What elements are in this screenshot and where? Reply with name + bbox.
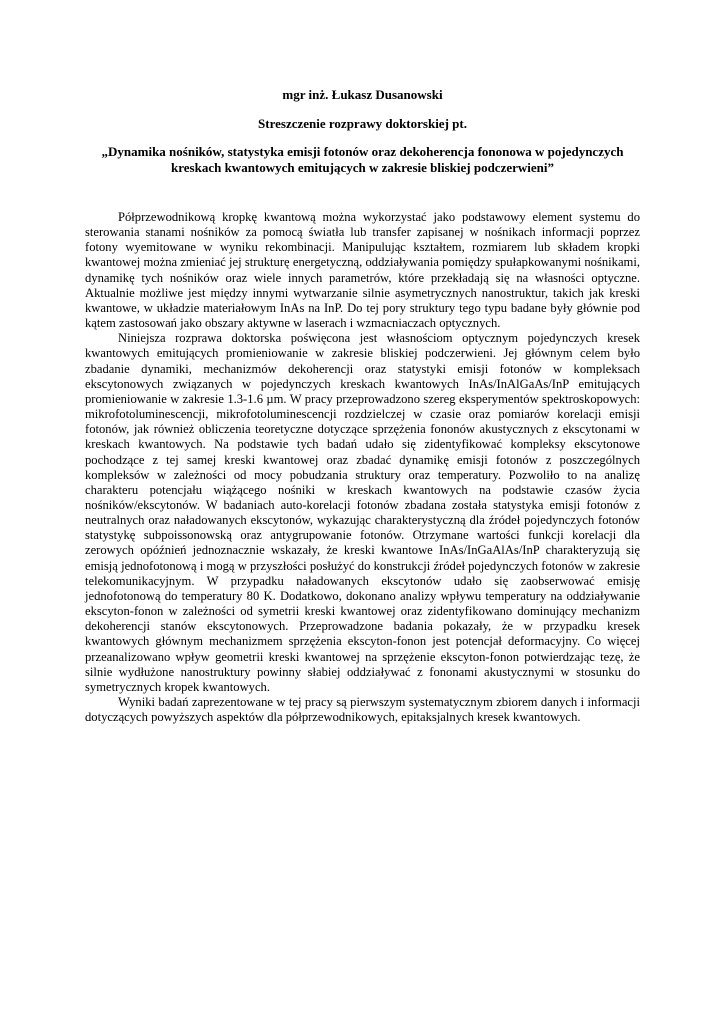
paragraph-1: Półprzewodnikową kropkę kwantową można wykorzystać jako podstawowy element systemu do sterowania stanami nośników za pomocą światła lub transfer zapisanej w nośnikach informacji poprzez fotony wyemitowane w wyniku rekombinacji. Manipulując kształtem, rozmiarem lub składem kropki kwantowej można zmieniać jej strukturę energetyczną, oddziaływania pomiędzy spułapkowanymi nośnikami, dynamikę tych nośników oraz wiele innych parametrów, które przekładają się na własności optyczne. Aktualnie możliwe jest między innymi wytwarzanie silnie asymetrycznych nanostruktur, takich jak kreski kwantowe, w układzie materiałowym InAs na InP. Do tej pory struktury tego typu badane były głównie pod kątem zastosowań jako obszary aktywne w laserach i wzmacniaczach optycznych. <box>85 210 640 331</box>
paragraph-3: Wyniki badań zaprezentowane w tej pracy są pierwszym systematycznym zbiorem danych i informacji dotyczących powyższych aspektów dla półprzewodnikowych, epitaksjalnych kresek kwantowych. <box>85 695 640 725</box>
paragraph-2: Niniejsza rozprawa doktorska poświęcona jest własnościom optycznym pojedynczych kresek kwantowych emitujących promieniowanie w zakresie bliskiej podczerwieni. Jej głównym celem było zbadanie dynamiki, mechanizmów dekoherencji oraz statystyki emisji fotonów w kompleksach ekscytonowych związanych w pojedynczych kreskach kwantowych InAs/InAlGaAs/InP emitujących promieniowanie w zakresie 1.3-1.6 µm. W pracy przeprowadzono szereg eksperymentów spektroskopowych: mikrofotoluminescencji, mikrofotoluminescencji rozdzielczej w czasie oraz pomiarów korelacji emisji fotonów, jak również obliczenia teoretyczne dotyczące sprzężenia fononów akustycznych z ekscytonami w kreskach kwantowych. Na podstawie tych badań udało się zidentyfikować kompleksy ekscytonowe pochodzące z tej samej kreski kwantowej oraz zbadać dynamikę emisji fotonów z poszczególnych kompleksów w zależności od mocy pobudzania struktury oraz temperatury. Pozwoliło to na analizę charakteru potencjału wiążącego nośniki w kreskach kwantowych na podstawie czasów życia nośników/ekscytonów. W badaniach auto-korelacji fotonów zbadana została statystyka emisji fotonów z neutralnych oraz naładowanych ekscytonów, wykazując charakterystyczną dla źródeł pojedynczych fotonów statystykę subpoissonowską oraz antygrupowanie fotonów. Otrzymane wartości funkcji korelacji dla zerowych opóźnień jednoznacznie wskazały, że kreski kwantowe InAs/InGaAlAs/InP charakteryzują się emisją jednofotonową i mogą w przyszłości posłużyć do konstrukcji źródeł pojedynczych fotonów w zakresie telekomunikacyjnym. W przypadku naładowanych ekscytonów udało się zaobserwować emisję jednofotonową do temperatury 80 K. Dodatkowo, dokonano analizy wpływu temperatury na oddziaływanie ekscyton-fonon w zależności od symetrii kreski kwantowej oraz zidentyfikowano dominujący mechanizm dekoherencji stanów ekscytonowych. Przeprowadzone badania pokazały, że w przypadku kresek kwantowych głównym mechanizmem sprzężenia ekscyton-fonon jest potencjał deformacyjny. Co więcej przeanalizowano wpływ geometrii kreski kwantowej na sprzężenie ekscyton-fonon potwierdzając tezę, że silnie wydłużone nanostruktury powinny słabiej oddziaływać z fononami akustycznymi w stosunku do symetrycznych kropek kwantowych. <box>85 331 640 694</box>
thesis-title: „Dynamika nośników, statystyka emisji fotonów oraz dekoherencja fononowa w pojedynczych kreskach kwantowych emitujących w zakresie bliskiej podczerwieni” <box>101 144 624 175</box>
document-type-heading: Streszczenie rozprawy doktorskiej pt. <box>258 116 467 131</box>
abstract-body <box>85 210 640 725</box>
author-name: mgr inż. Łukasz Dusanowski <box>282 87 443 102</box>
